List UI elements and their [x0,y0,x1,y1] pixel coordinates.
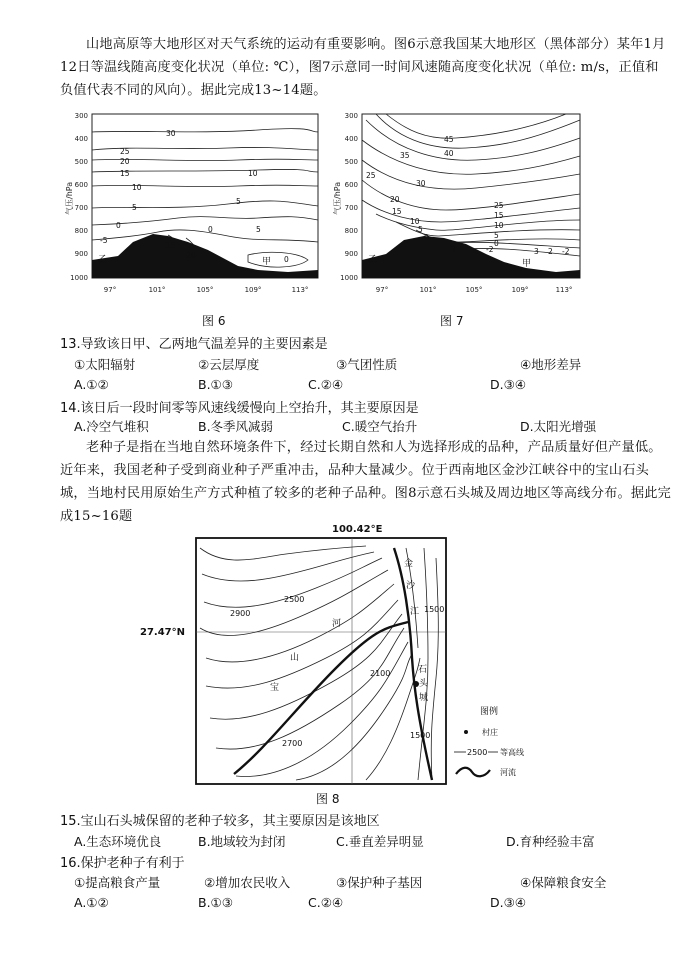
fig6-xtick: 105° [196,286,214,294]
fig8-legend [454,705,524,777]
fig8-place-char: 石 [418,665,428,675]
fig6-place-label: 乙 [98,255,108,265]
fig6-xtick: 109° [244,286,262,294]
q14-choice-d[interactable]: D.太阳光增强 [520,419,597,434]
fig7-contour-label: 40 [444,149,454,158]
q16-choice-c[interactable]: C.②④ [308,895,344,910]
question-16-stem: 16.保护老种子有利于 [60,856,185,871]
fig6-ytick: 1000 [70,274,88,282]
fig6-ytick: 900 [74,250,88,258]
fig8-elevation-label: 1500 [410,731,431,740]
q13-item: ③气团性质 [336,357,398,372]
q15-choice-c[interactable]: C.垂直差异明显 [336,834,424,849]
fig8-elevation-label: 2900 [230,609,251,618]
figure-6-caption: 图 6 [202,314,226,328]
legend-contour: 等高线 [500,748,524,757]
q13-item: ④地形差异 [520,357,582,372]
fig7-xtick: 109° [511,286,529,294]
figure-7-wind-speed-chart [326,110,590,310]
fig7-contour-label: 0 [494,239,499,248]
fig7-contour-label: 3 [534,247,539,256]
fig6-place-label: 甲 [262,257,272,267]
fig6-contour-label: 15 [120,169,130,178]
q15-choice-a[interactable]: A.生态环境优良 [74,834,162,849]
fig7-xtick: 113° [555,286,573,294]
fig8-place-char: 城 [419,693,429,703]
fig6-ytick: 400 [74,135,88,143]
q15-choice-b[interactable]: B.地域较为封闭 [198,834,286,849]
fig7-ytick: 400 [344,135,358,143]
fig7-xtick: 101° [419,286,437,294]
q16-item: ③保护种子基因 [336,875,423,890]
fig7-contour-label: 5 [494,231,499,240]
fig8-place-char: 江 [410,607,420,617]
question-13-stem: 13.导致该日甲、乙两地气温差异的主要因素是 [60,337,328,352]
q13-item: ①太阳辐射 [74,357,136,372]
fig7-ytick: 300 [344,112,358,120]
fig8-place-char: 河 [332,619,342,629]
fig7-place-label: 乙 [368,255,378,265]
legend-contour-value: 2500 [467,748,488,757]
q13-choice-b[interactable]: B.①③ [198,377,233,392]
fig7-contour-label: 0 [424,233,429,242]
fig7-contour-label: -3 [448,245,456,254]
fig7-contour-label: 15 [494,211,504,220]
fig8-place-char: 金 [404,559,414,569]
q15-choice-d[interactable]: D.育种经验丰富 [506,834,595,849]
fig6-contour-label: 10 [248,169,258,178]
figure-8-contour-map [136,518,556,788]
fig7-contour-label: -2 [562,247,570,256]
fig6-contour-label: 0 [116,221,121,230]
fig6-ytick: 600 [74,181,88,189]
fig8-elevation-label: 1500 [424,605,445,614]
fig7-xtick: 105° [465,286,483,294]
legend-river: 河流 [500,768,516,777]
fig6-contour-label: -5 [100,236,108,245]
q14-choice-b[interactable]: B.冬季风减弱 [198,419,274,434]
fig7-ytick: 700 [344,204,358,212]
fig8-place-char: 沙 [406,581,416,591]
fig6-ytick: 500 [74,158,88,166]
fig6-ytick: 700 [74,204,88,212]
fig7-contour-label: 10 [410,217,420,226]
question-15-stem: 15.宝山石头城保留的老种子较多，其主要原因是该地区 [60,814,380,829]
fig8-elevation-label: 2100 [370,669,391,678]
fig6-contour-label: 20 [186,251,196,260]
fig7-xtick: 97° [375,286,389,294]
q16-choice-d[interactable]: D.③④ [490,895,527,910]
fig7-contour-label: 35 [400,151,410,160]
q14-choice-a[interactable]: A.冷空气堆积 [74,419,149,434]
fig8-place-char: 山 [290,653,300,663]
q16-item: ①提高粮食产量 [74,875,161,890]
fig6-yaxis-label: 气压/hPa [65,181,74,215]
fig6-ytick: 300 [74,112,88,120]
fig7-contour-label: -2 [486,245,494,254]
fig8-elevation-label: 2700 [282,739,303,748]
fig7-contour-label: 20 [390,195,400,204]
fig8-place-char: 宝 [270,683,280,693]
fig7-contour-label: 10 [494,221,504,230]
fig6-ytick: 800 [74,227,88,235]
fig7-place-label: 甲 [522,259,532,269]
fig6-xtick: 101° [148,286,166,294]
legend-village: 村庄 [482,728,498,737]
fig6-xtick: 97° [103,286,117,294]
fig6-contour-label: 0 [208,225,213,234]
q13-choice-a[interactable]: A.①② [74,377,109,392]
fig7-contour-label: 45 [444,135,454,144]
intro-paragraph-2: 老种子是指在当地自然环境条件下，经过长期自然和人为选择形成的品种，产品质量好但产量低。近年来，我国老种子受到商业种子严重冲击，品种大量减少。位于西南地区金沙江峡谷中的宝山石头城，当地村民用原始生产方式种植了较多的老种子品种。图8示意石头城及周边地区等高线分布。据此完成15~16题 [60,440,672,524]
fig7-contour-label: 30 [416,179,426,188]
figure-7-caption: 图 7 [440,314,464,328]
fig6-contour-label: 15 [166,241,176,250]
fig6-contour-label: 10 [132,183,142,192]
q16-item: ④保障粮食安全 [520,875,607,890]
q16-choice-b[interactable]: B.①③ [198,895,233,910]
q13-item: ②云层厚度 [198,357,260,372]
q14-choice-c[interactable]: C.暖空气抬升 [342,419,418,434]
fig8-elevation-label: 2500 [284,595,305,604]
q13-choice-c[interactable]: C.②④ [308,377,344,392]
fig7-contour-label: 15 [392,207,402,216]
q13-choice-d[interactable]: D.③④ [490,377,527,392]
fig6-xtick: 113° [291,286,309,294]
fig6-contour-label: 0 [284,255,289,264]
fig6-contour-label: 30 [166,129,176,138]
fig7-ytick: 1000 [340,274,358,282]
q16-choice-a[interactable]: A.①② [74,895,109,910]
fig7-contour-label: 2 [548,247,553,256]
intro-paragraph-1: 山地高原等大地形区对天气系统的运动有重要影响。图6示意我国某大地形区（黑体部分）某年1月12日等温线随高度变化状况（单位: ℃），图7示意同一时间风速随高度变化状况（单位: m/s，正值和负值代表不同的风向）。据此完成13~14题。 [60,37,666,98]
fig6-contour-label: 5 [132,203,137,212]
fig6-contour-label: 5 [236,197,241,206]
fig7-ytick: 800 [344,227,358,235]
fig7-contour-label: 25 [366,171,376,180]
figure-8-caption: 图 8 [316,792,340,806]
fig7-contour-label: 5 [418,225,423,234]
fig6-contour-label: 20 [120,157,130,166]
legend-title: 图例 [480,707,499,717]
fig7-yaxis-label: 气压/hPa [333,181,342,215]
fig7-contour-label: 25 [494,201,504,210]
fig7-ytick: 500 [344,158,358,166]
fig7-ytick: 900 [344,250,358,258]
question-14-stem: 14.该日后一段时间零等风速线缓慢向上空抬升，其主要原因是 [60,401,419,416]
fig8-place-char: 头 [419,679,429,689]
fig6-contour-label: 25 [120,147,130,156]
fig6-contour-label: 5 [256,225,261,234]
fig7-ytick: 600 [344,181,358,189]
fig8-longitude-label: 100.42°E [332,524,383,535]
fig8-latitude-label: 27.47°N [140,627,185,638]
q16-item: ②增加农民收入 [204,875,291,890]
figure-6-isotherm-chart [58,110,328,310]
